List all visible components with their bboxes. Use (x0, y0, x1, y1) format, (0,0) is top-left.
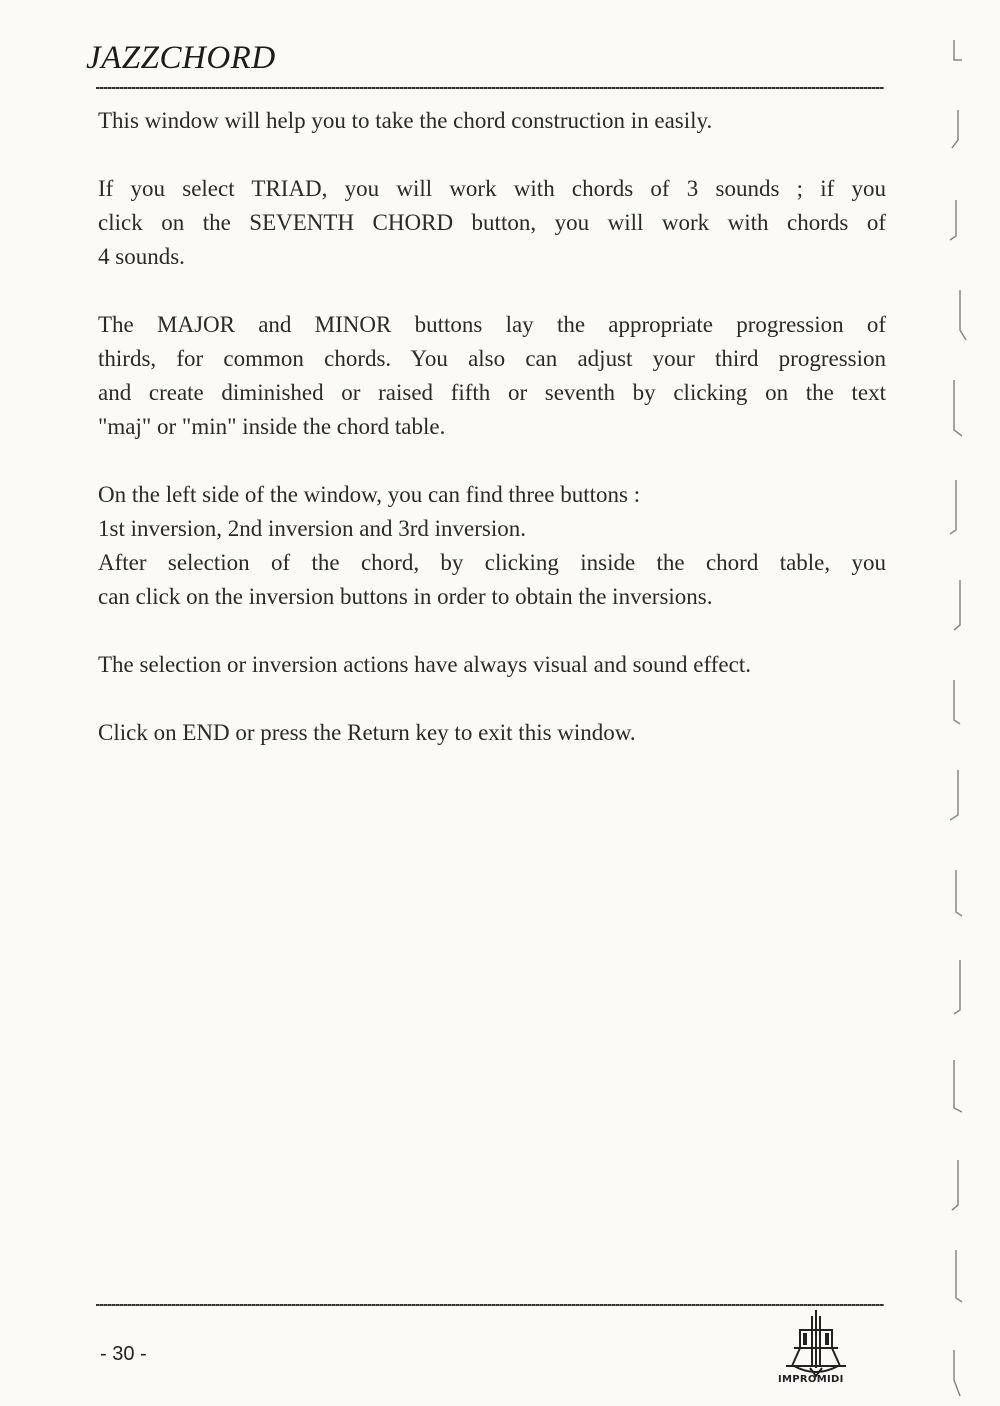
text-line: and create diminished or raised fifth or seventh by clicking on the text (98, 380, 886, 405)
text-line: can click on the inversion buttons in order to obtain the inversions. (98, 584, 713, 609)
paragraph-intro (98, 104, 886, 138)
text-line: If you select TRIAD, you will work with chords of 3 sounds ; if you (98, 176, 886, 201)
text-line: 1st inversion, 2nd inversion and 3rd inversion. (98, 516, 527, 541)
body-text (98, 104, 886, 784)
page-edge-marks (944, 0, 1000, 1406)
logo-text: IMPROMIDI (778, 1374, 844, 1385)
header-divider (96, 87, 884, 89)
text-line: The MAJOR and MINOR buttons lay the appropriate progression of (98, 312, 886, 337)
paragraph-triad (98, 172, 886, 274)
text-line: click on the SEVENTH CHORD button, you will work with chords of (98, 210, 886, 235)
paragraph-exit (98, 716, 886, 750)
text-line: On the left side of the window, you can find three buttons : (98, 482, 641, 507)
paragraph-inversions (98, 478, 886, 614)
text-line: Click on END or press the Return key to exit this window. (98, 720, 636, 745)
text-line: After selection of the chord, by clicking inside the chord table, you (98, 550, 886, 575)
text-line: thirds, for common chords. You also can adjust your third progression (98, 346, 886, 371)
text-line: The selection or inversion actions have always visual and sound effect. (98, 652, 751, 677)
text-line: 4 sounds. (98, 244, 185, 269)
page-number: - 30 - (100, 1343, 147, 1365)
text-line: "maj" or "min" inside the chord table. (98, 414, 446, 439)
page-title: JAZZCHORD (86, 40, 276, 76)
paragraph-effects (98, 648, 886, 682)
paragraph-major-minor (98, 308, 886, 444)
text-line: This window will help you to take the chord construction in easily. (98, 108, 713, 133)
footer-divider (96, 1304, 884, 1306)
